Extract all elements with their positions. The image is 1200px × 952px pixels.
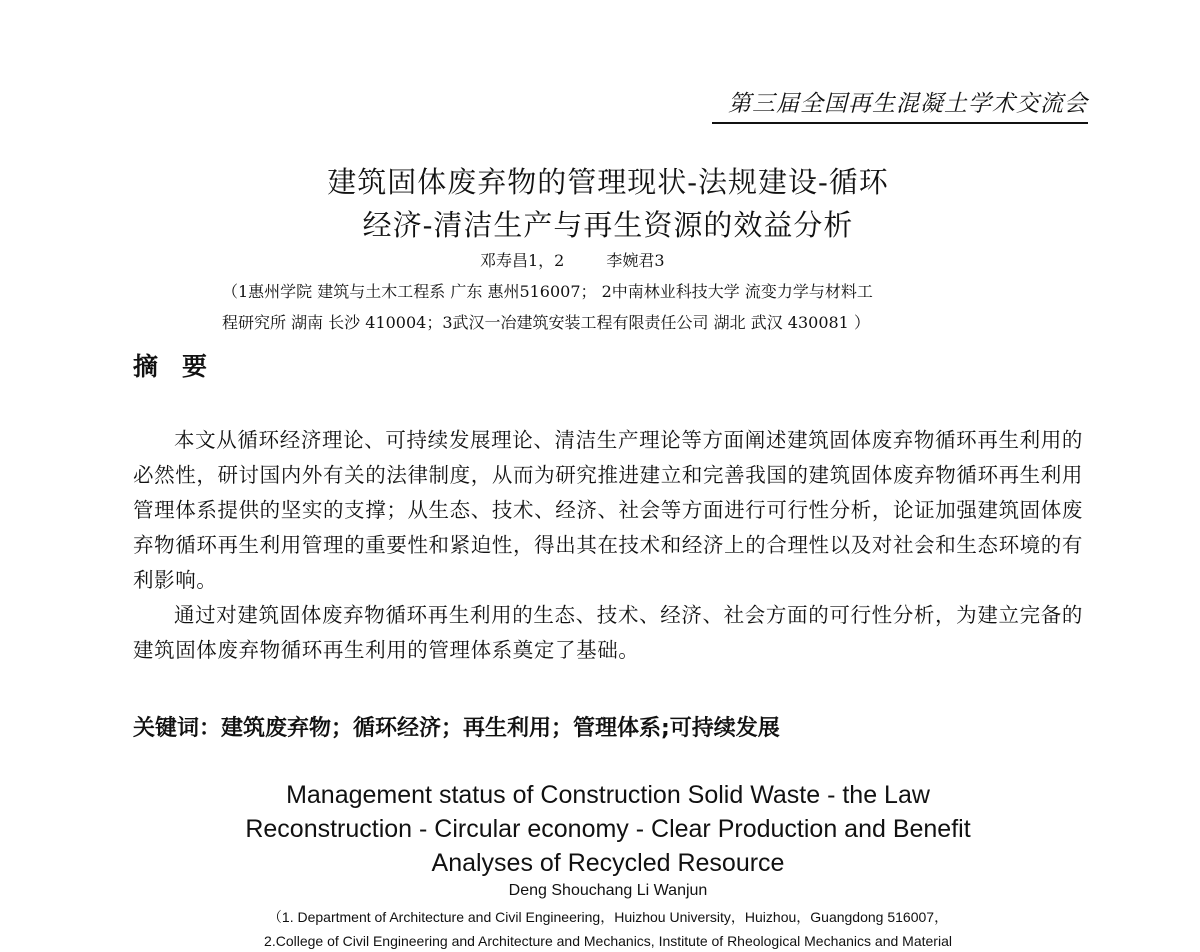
title-zh-line-1: 建筑固体废弃物的管理现状-法规建设-循环: [327, 165, 889, 199]
author-1: 邓寿昌1，2: [480, 251, 565, 270]
running-header: 第三届全国再生混凝土学术交流会: [728, 91, 1088, 117]
keywords: 关键词：建筑废弃物；循环经济；再生利用；管理体系;可持续发展: [133, 716, 780, 741]
authors-zh: [480, 250, 665, 272]
abstract-heading: 摘要: [133, 352, 232, 381]
authors-en: Deng Shouchang Li Wanjun: [508, 882, 708, 899]
header-rule: [712, 122, 1088, 124]
affiliation-en-line-1: （1. Department of Architecture and Civil Engineering，Huizhou University，Huizhou，Guangdong 516007，: [267, 909, 949, 925]
abstract-paragraph: 通过对建筑固体废弃物循环再生利用的生态、技术、经济、社会方面的可行性分析，为建立完备的建筑固体废弃物循环再生利用的管理体系奠定了基础。: [133, 603, 1083, 662]
affiliation-zh-line-1: （1惠州学院 建筑与土木工程系 广东 惠州516007； 2中南林业科技大学 流变力学与材料工: [222, 282, 873, 301]
title-en-line-1: Management status of Construction Solid Waste - the Law: [286, 781, 930, 809]
title-en-line-2: Reconstruction - Circular economy - Clear Production and Benefit: [245, 815, 971, 843]
running-header-block: [712, 88, 1088, 124]
affiliation-en-line-2: 2.College of Civil Engineering and Architecture and Mechanics, Institute of Rheological Mechanics and Material: [264, 933, 952, 949]
title-en-line-3: Analyses of Recycled Resource: [431, 849, 785, 877]
author-2: 李婉君3: [606, 251, 665, 270]
abstract-body: [133, 423, 1083, 668]
affiliation-zh-line-2: 程研究所 湖南 长沙 410004；3武汉一冶建筑安装工程有限责任公司 湖北 武汉 430081 ）: [222, 313, 870, 332]
abstract-paragraph: 本文从循环经济理论、可持续发展理论、清洁生产理论等方面阐述建筑固体废弃物循环再生利用的必然性，研讨国内外有关的法律制度，从而为研究推进建立和完善我国的建筑固体废弃物循环再生利用管理体系提供的坚实的支撑；从生态、技术、经济、社会等方面进行可行性分析，论证加强建筑固体废弃物循环再生利用管理的重要性和紧迫性，得出其在技术和经济上的合理性以及对社会和生态环境的有利影响。: [133, 428, 1083, 592]
title-zh-line-2: 经济-清洁生产与再生资源的效益分析: [362, 208, 854, 242]
